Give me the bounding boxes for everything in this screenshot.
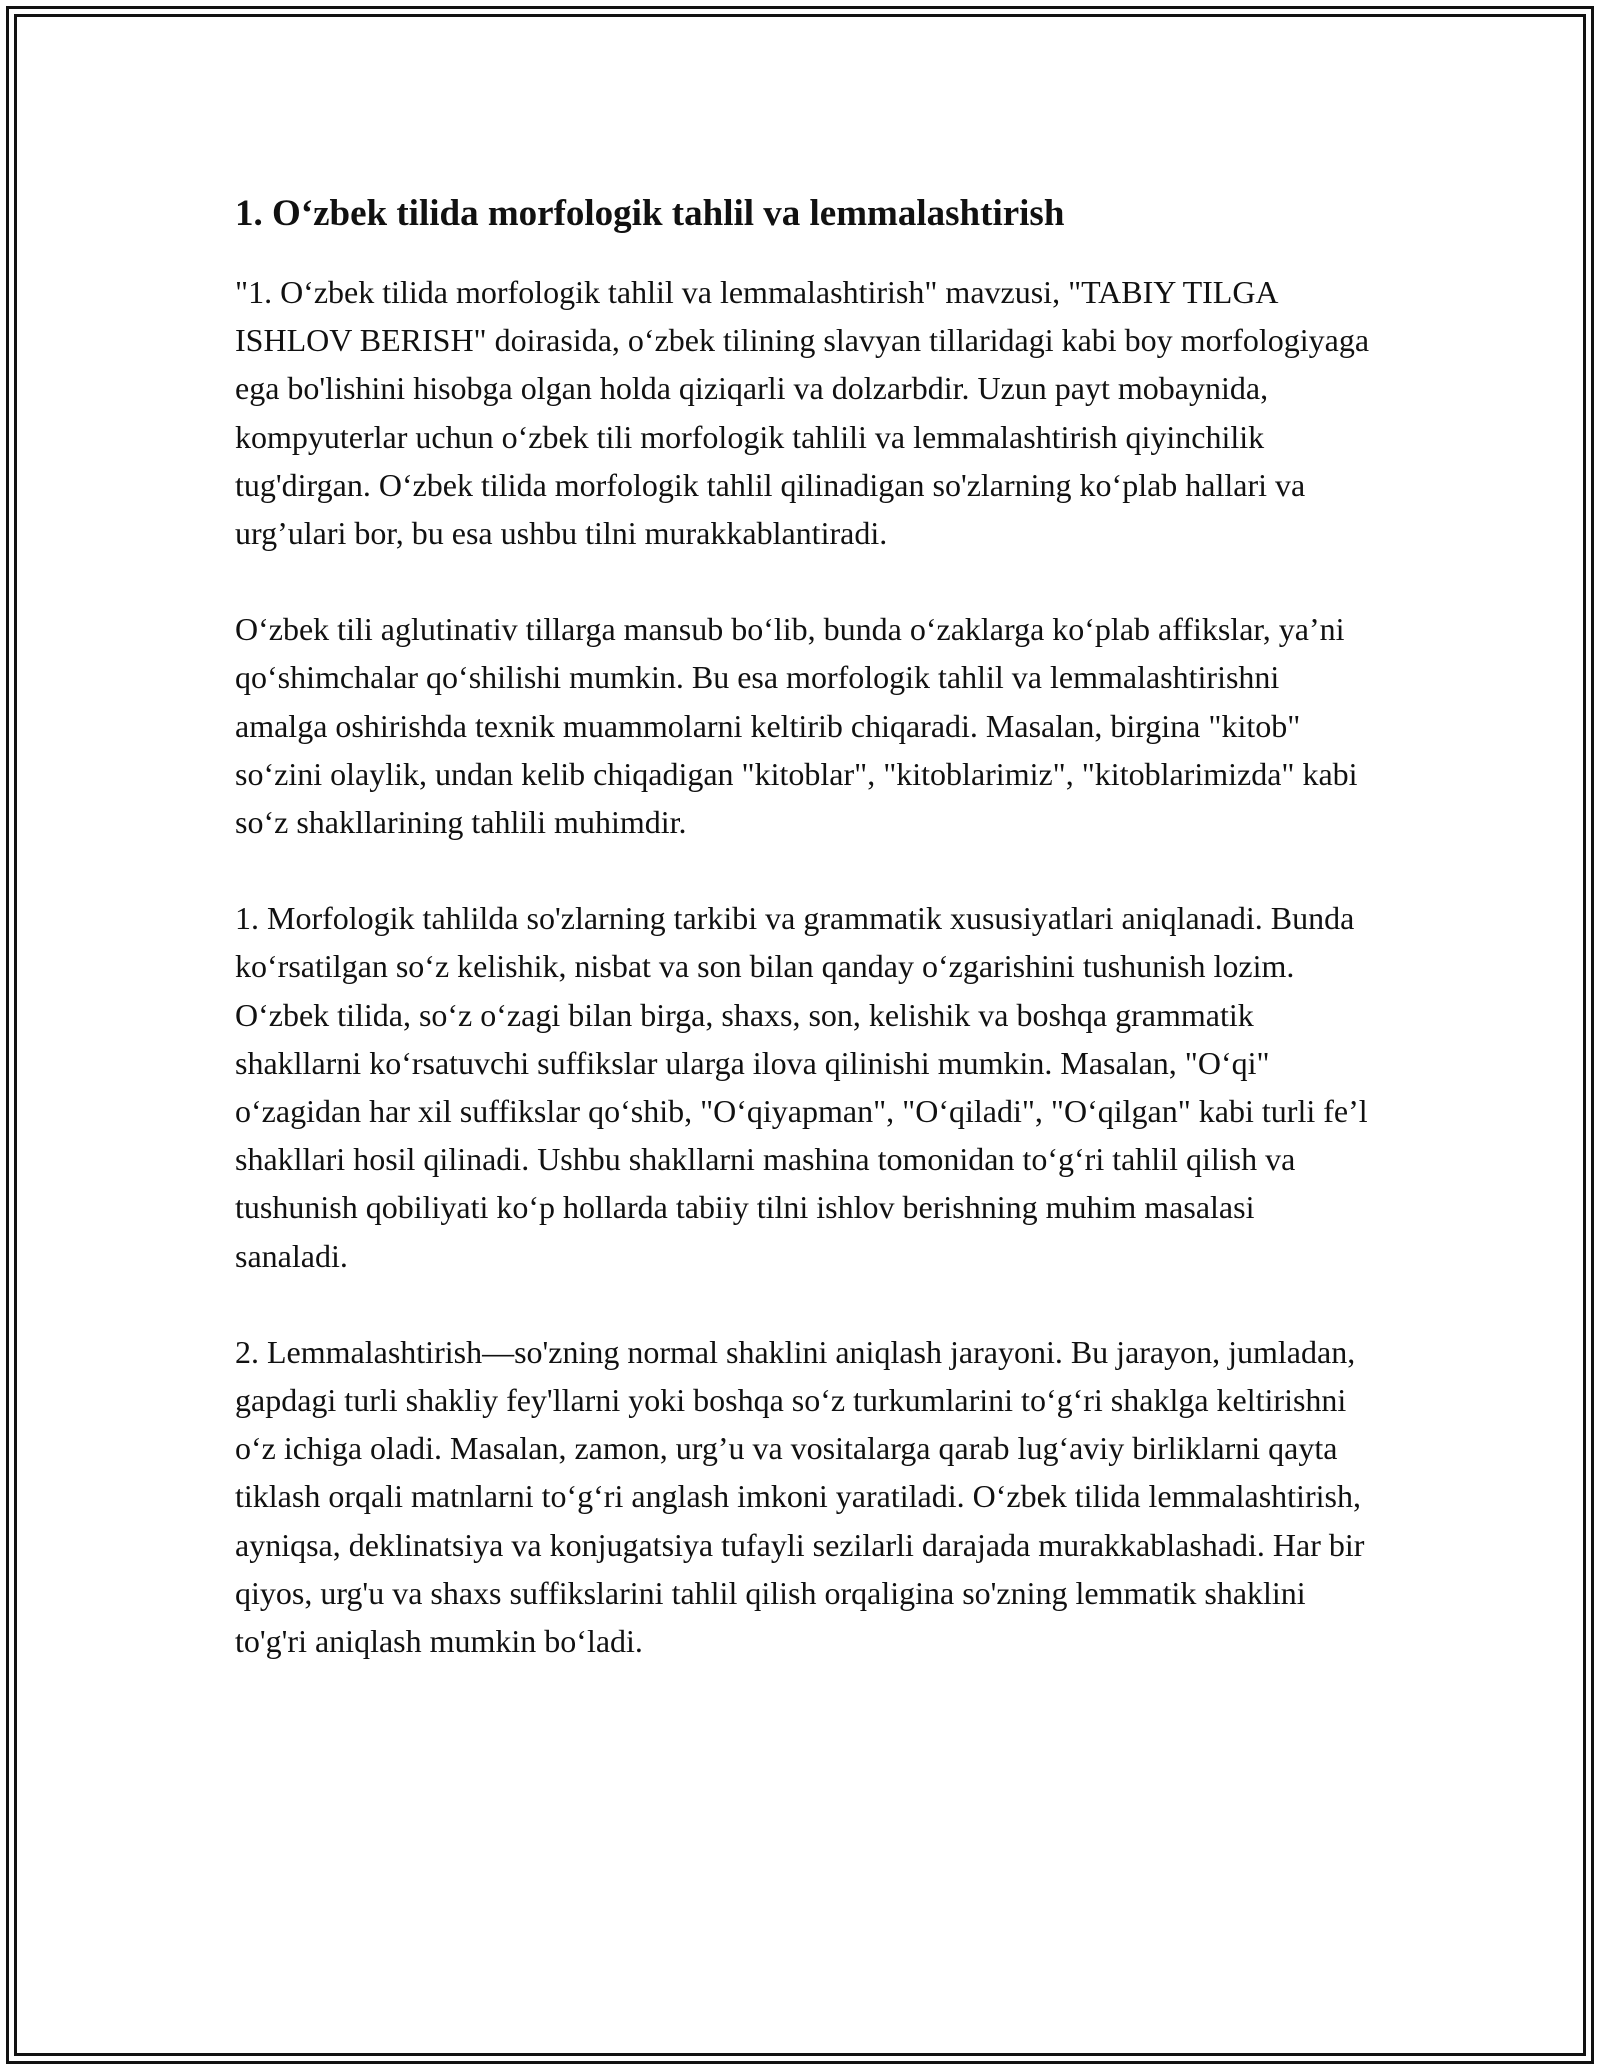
paragraph-intro: "1. O‘zbek tilida morfologik tahlil va lemmalashtirish" mavzusi, "TABIY TILGA ISHLOV BERISH" doirasida, o‘zbek tilining slavyan tillaridagi kabi boy morfologiyaga ega bo'lishini hisobga olgan holda qiziqarli va dolzarbdir. Uzun payt mobaynida, kompyuterlar uchun o‘zbek tili morfologik tahlili va lemmalashtirish qiyinchilik tug'dirgan. O‘zbek tilida morfologik tahlil qilinadigan so'zlarning ko‘plab hallari va urg’ulari bor, bu esa ushbu tilni murakkablantiradi.	[235, 274, 1370, 552]
document-title: 1. O‘zbek tilida morfologik tahlil va lemmalashtirish	[235, 193, 1065, 234]
paragraph-agglutinative: O‘zbek tili aglutinativ tillarga mansub bo‘lib, bunda o‘zaklarga ko‘plab affikslar, ya’ni qo‘shimchalar qo‘shilishi mumkin. Bu esa morfologik tahlil va lemmalashtirishni amalga oshirishda texnik muammolarni keltirib chiqaradi. Masalan, birgina "kitob" so‘zini olaylik, undan kelib chiqadigan "kitoblar", "kitoblarimiz", "kitoblarimizda" kabi so‘z shakllarining tahlili muhimdir.	[235, 611, 1358, 841]
paragraph-lemmatization: 2. Lemmalashtirish—so'zning normal shaklini aniqlash jarayoni. Bu jarayon, jumladan, gapdagi turli shakliy fey'llarni yoki boshqa so‘z turkumlarini to‘g‘ri shaklga keltirishni o‘z ichiga oladi. Masalan, zamon, urg’u va vositalarga qarab lug‘aviy birliklarni qayta tiklash orqali matnlarni to‘g‘ri anglash imkoni yaratiladi. O‘zbek tilida lemmalashtirish, ayniqsa, deklinatsiya va konjugatsiya tufayli sezilarli darajada murakkablashadi. Har bir qiyos, urg'u va shaxs suffikslarini tahlil qilish orqaligina so'zning lemmatik shaklini to'g'ri aniqlash mumkin bo‘ladi.	[235, 1333, 1365, 1660]
document-body	[235, 188, 1375, 1713]
paragraph-morphological-analysis: 1. Morfologik tahlilda so'zlarning tarkibi va grammatik xususiyatlari aniqlanadi. Bunda ko‘rsatilgan so‘z kelishik, nisbat va son bilan qanday o‘zgarishini tushunish lozim. O‘zbek tilida, so‘z o‘zagi bilan birga, shaxs, son, kelishik va boshqa grammatik shakllarni ko‘rsatuvchi suffikslar ularga ilova qilinishi mumkin. Masalan, "O‘qi" o‘zagidan har xil suffikslar qo‘shib, "O‘qiyapman", "O‘qiladi", "O‘qilgan" kabi turli fe’l shakllari hosil qilinadi. Ushbu shakllarni mashina tomonidan to‘g‘ri tahlil qilish va tushunish qobiliyati ko‘p hollarda tabiiy tilni ishlov berishning muhim masalasi sanaladi.	[235, 900, 1368, 1274]
